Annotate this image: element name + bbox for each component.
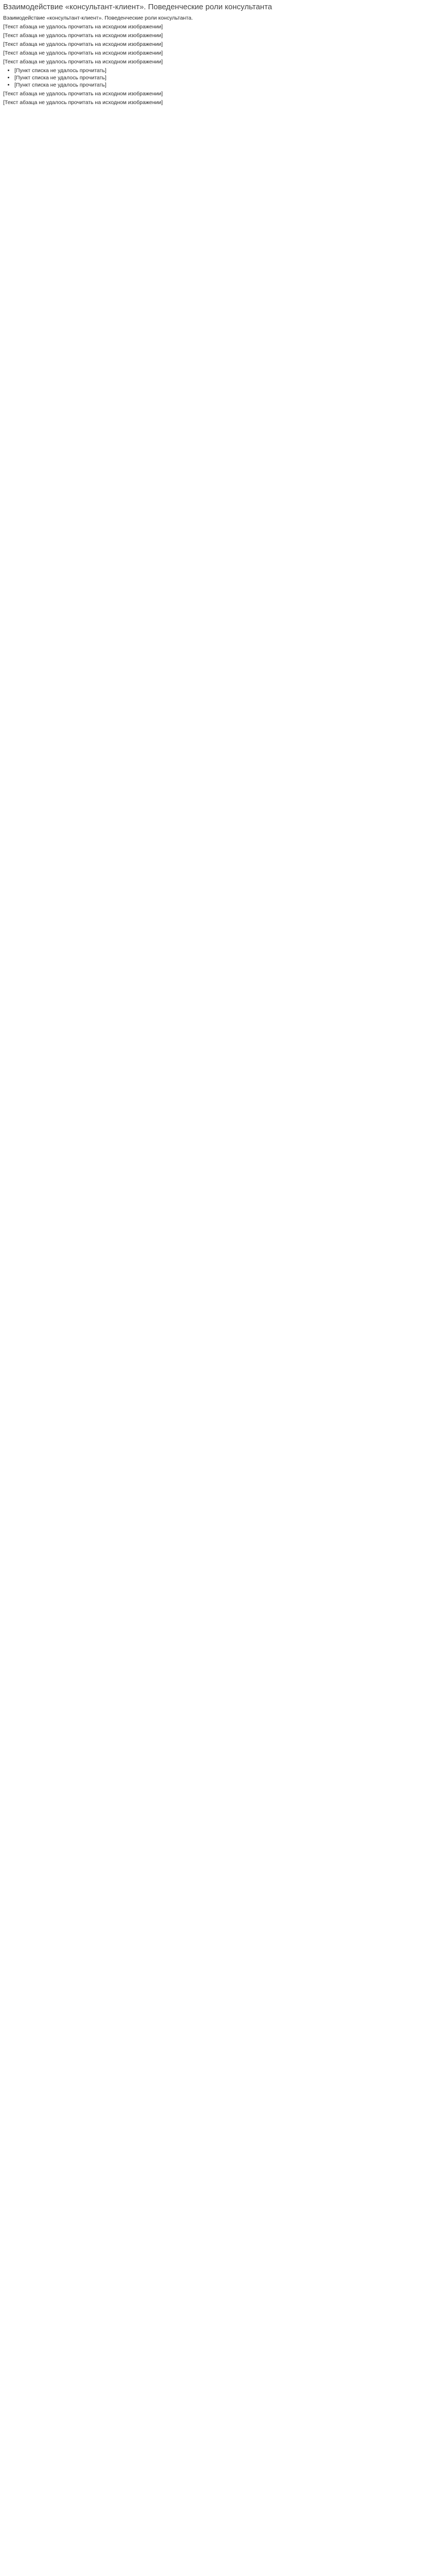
bullet-list xyxy=(3,67,433,89)
article-paragraph: [Текст абзаца не удалось прочитать на исходном изображении] xyxy=(3,91,163,97)
article-paragraph: [Текст абзаца не удалось прочитать на исходном изображении] xyxy=(3,41,163,47)
article-paragraph: [Текст абзаца не удалось прочитать на исходном изображении] xyxy=(3,50,163,56)
list-item: • [Пункт списка не удалось прочитать] xyxy=(14,82,433,89)
list-item: • [Пункт списка не удалось прочитать] xyxy=(14,75,433,81)
article-paragraph: [Текст абзаца не удалось прочитать на исходном изображении] xyxy=(3,59,163,65)
article-body xyxy=(3,15,433,106)
article-paragraph: Взаимодействие «консультант-клиент». Поведенческие роли консультанта. xyxy=(3,15,193,21)
article xyxy=(3,2,433,106)
article-paragraph: [Текст абзаца не удалось прочитать на исходном изображении] xyxy=(3,24,163,30)
article-paragraph: [Текст абзаца не удалось прочитать на исходном изображении] xyxy=(3,32,163,39)
article-title: Взаимодействие «консультант-клиент». Поведенческие роли консультанта xyxy=(3,3,272,11)
list-item: • [Пункт списка не удалось прочитать] xyxy=(14,67,433,74)
article-paragraph: [Текст абзаца не удалось прочитать на исходном изображении] xyxy=(3,99,163,106)
